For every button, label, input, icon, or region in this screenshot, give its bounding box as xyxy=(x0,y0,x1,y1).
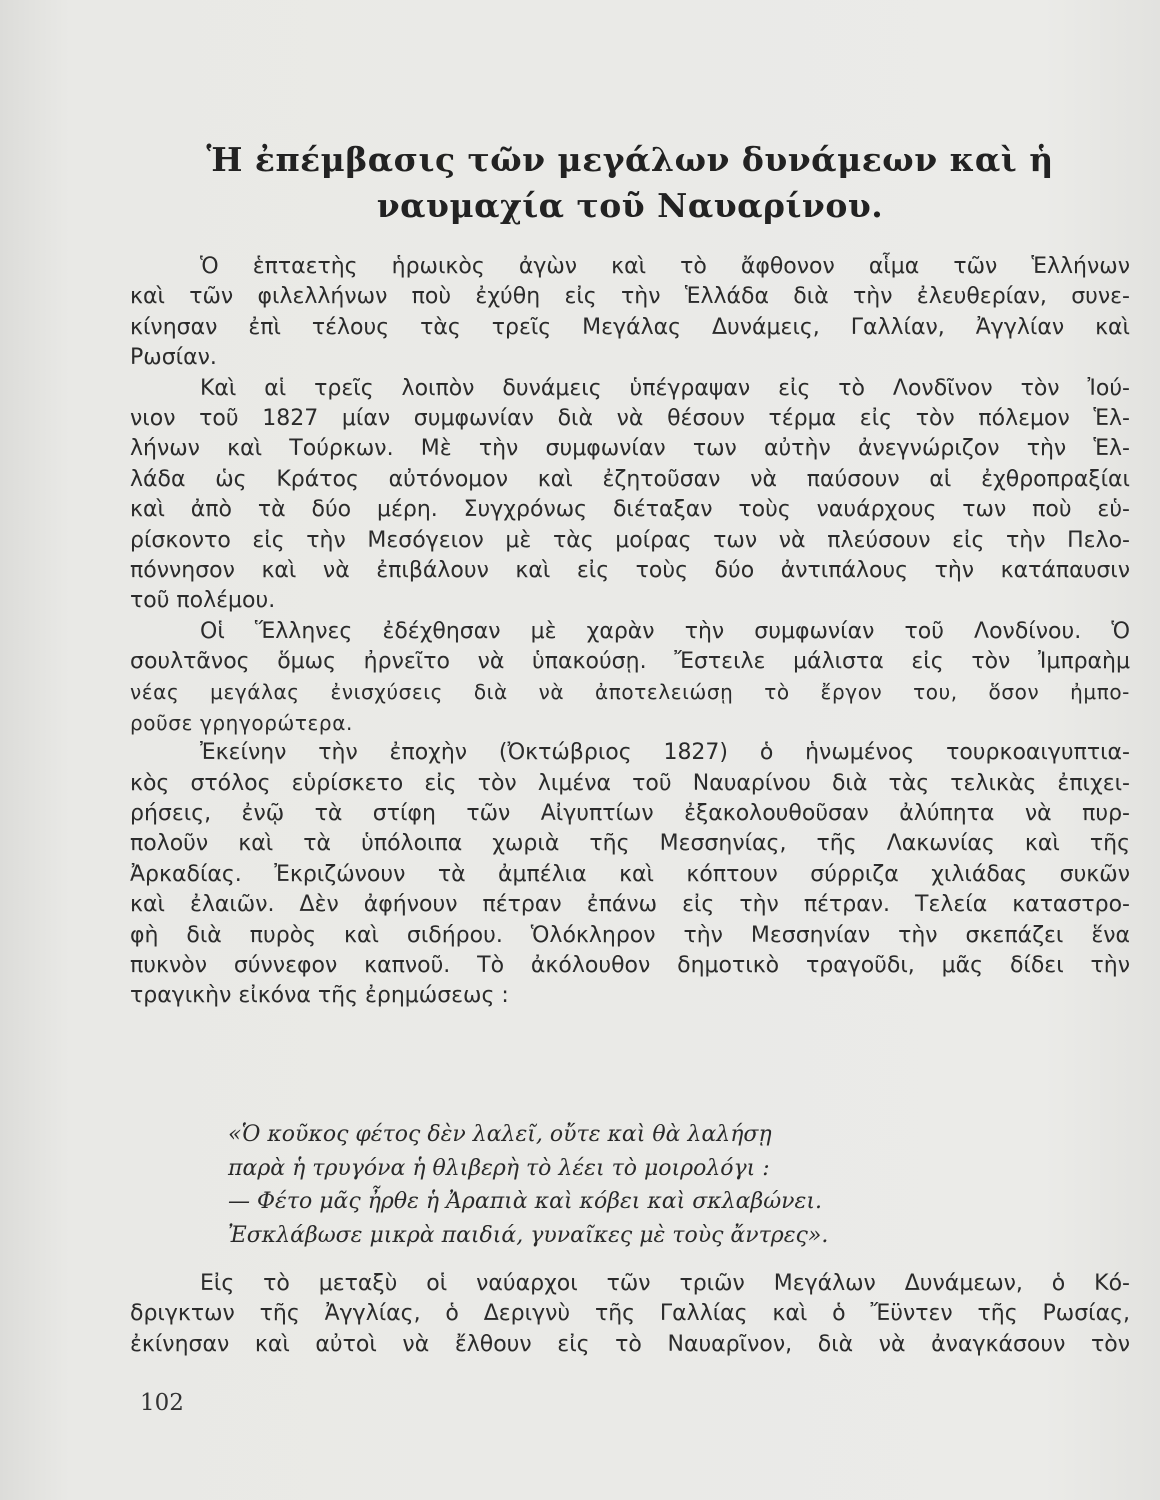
text-line: νιον τοῦ 1827 μίαν συμφωνίαν διὰ νὰ θέσουν τέρμα εἰς τὸν πόλεμον Ἑλ- xyxy=(130,405,1130,431)
body-text-bottom xyxy=(130,1269,1130,1360)
text-line: ρήσεις, ἐνῷ τὰ στίφη τῶν Αἰγυπτίων ἐξακολουθοῦσαν ἀλύπητα νὰ πυρ- xyxy=(130,801,1130,827)
text-line: καὶ ἐλαιῶν. Δὲν ἀφήνουν πέτραν ἐπάνω εἰς τὴν πέτραν. Τελεία καταστρο- xyxy=(130,892,1130,918)
text-line: ροῦσε γρηγορώτερα. xyxy=(130,710,353,735)
text-line: κίνησαν ἐπὶ τέλους τὰς τρεῖς Μεγάλας Δυνάμεις, Γαλλίαν, Ἀγγλίαν καὶ xyxy=(130,314,1130,340)
text-line: Εἰς τὸ μεταξὺ οἱ ναύαρχοι τῶν τριῶν Μεγάλων Δυνάμεων, ὁ Κό- xyxy=(200,1271,1130,1296)
text-line: Καὶ αἱ τρεῖς λοιπὸν δυνάμεις ὑπέγραψαν εἰς τὸ Λονδῖνον τὸν Ἰού- xyxy=(200,375,1130,401)
text-line: Ἀρκαδίας. Ἐκριζώνουν τὰ ἀμπέλια καὶ κόπτουν σύρριζα χιλιάδας συκῶν xyxy=(130,861,1130,887)
text-line: φὴ διὰ πυρὸς καὶ σιδήρου. Ὁλόκληρον τὴν Μεσσηνίαν τὴν σκεπάζει ἕνα xyxy=(130,922,1130,948)
chapter-title-line-2: ναυμαχία τοῦ Ναυαρίνου. xyxy=(376,186,884,225)
text-line: πολοῦν καὶ τὰ ὑπόλοιπα χωριὰ τῆς Μεσσηνίας, τῆς Λακωνίας καὶ τῆς xyxy=(130,831,1130,857)
body-text-top xyxy=(130,252,1130,1012)
text-line: Ὁ ἑπταετὴς ἡρωικὸς ἀγὼν καὶ τὸ ἄφθονον αἷμα τῶν Ἑλλήνων xyxy=(200,254,1130,279)
poem-line: παρὰ ἡ τρυγόνα ἡ θλιβερὴ τὸ λέει τὸ μοιρολόγι : xyxy=(228,1155,770,1181)
text-line: τοῦ πολέμου. xyxy=(130,588,276,614)
poem-line: «Ὁ κοῦκος φέτος δὲν λαλεῖ, οὔτε καὶ θὰ λαλήσῃ xyxy=(228,1122,772,1147)
text-line: Ρωσίαν. xyxy=(130,345,217,371)
poem-line: — Φέτο μᾶς ἦρθε ἡ Ἀραπιὰ καὶ κόβει καὶ σκλαβώνει. xyxy=(228,1189,822,1214)
text-line: πυκνὸν σύννεφον καπνοῦ. Τὸ ἀκόλουθον δημοτικὸ τραγοῦδι, μᾶς δίδει τὴν xyxy=(130,952,1130,978)
text-line: ἐκίνησαν καὶ αὐτοὶ νὰ ἔλθουν εἰς τὸ Ναυαρῖνον, διὰ νὰ ἀναγκάσουν τὸν xyxy=(130,1331,1130,1357)
text-line: λάδα ὡς Κράτος αὐτόνομον καὶ ἐζητοῦσαν νὰ παύσουν αἱ ἐχθροπραξίαι xyxy=(130,466,1130,492)
text-line: καὶ ἀπὸ τὰ δύο μέρη. Συγχρόνως διέταξαν τοὺς ναυάρχους των ποὺ εὑ- xyxy=(130,497,1130,523)
text-line: πόννησον καὶ νὰ ἐπιβάλουν καὶ εἰς τοὺς δύο ἀντιπάλους τὴν κατάπαυσιν xyxy=(130,557,1130,583)
text-line: κὸς στόλος εὑρίσκετο εἰς τὸν λιμένα τοῦ Ναυαρίνου διὰ τὰς τελικὰς ἐπιχει- xyxy=(130,770,1130,796)
text-line: λήνων καὶ Τούρκων. Μὲ τὴν συμφωνίαν των αὐτὴν ἀνεγνώριζον τὴν Ἑλ- xyxy=(130,436,1130,462)
text-line: δριγκτων τῆς Ἀγγλίας, ὁ Δεριγνὺ τῆς Γαλλίας καὶ ὁ Ἔϋντεν τῆς Ρωσίας, xyxy=(130,1301,1130,1327)
text-line: καὶ τῶν φιλελλήνων ποὺ ἐχύθη εἰς τὴν Ἑλλάδα διὰ τὴν ἐλευθερίαν, συνε- xyxy=(130,284,1130,310)
text-line: σουλτᾶνος ὅμως ἠρνεῖτο νὰ ὑπακούσῃ. Ἔστειλε μάλιστα εἰς τὸν Ἰμπραὴμ xyxy=(130,649,1130,675)
poem-line: Ἐσκλάβωσε μικρὰ παιδιά, γυναῖκες μὲ τοὺς ἄντρες». xyxy=(228,1222,829,1248)
text-line: Ἐκείνην τὴν ἐποχὴν (Ὀκτώβριος 1827) ὁ ἡνωμένος τουρκοαιγυπτια- xyxy=(200,740,1130,766)
chapter-title-line-1: Ἡ ἐπέμβασις τῶν μεγάλων δυνάμεων καὶ ἡ xyxy=(206,140,1054,179)
text-line: Οἱ Ἕλληνες ἐδέχθησαν μὲ χαρὰν τὴν συμφωνίαν τοῦ Λονδίνου. Ὁ xyxy=(200,618,1130,644)
folk-song-quote xyxy=(228,1122,1028,1256)
text-line: ρίσκοντο εἰς τὴν Μεσόγειον μὲ τὰς μοίρας των νὰ πλεύσουν εἰς τὴν Πελο- xyxy=(130,527,1130,553)
text-line: νέας μεγάλας ἐνισχύσεις διὰ νὰ ἀποτελειώσῃ τὸ ἔργον του, ὅσον ἠμπο- xyxy=(130,680,1130,705)
text-line: τραγικὴν εἰκόνα τῆς ἐρημώσεως : xyxy=(130,983,509,1009)
page-number: 102 xyxy=(140,1390,184,1416)
